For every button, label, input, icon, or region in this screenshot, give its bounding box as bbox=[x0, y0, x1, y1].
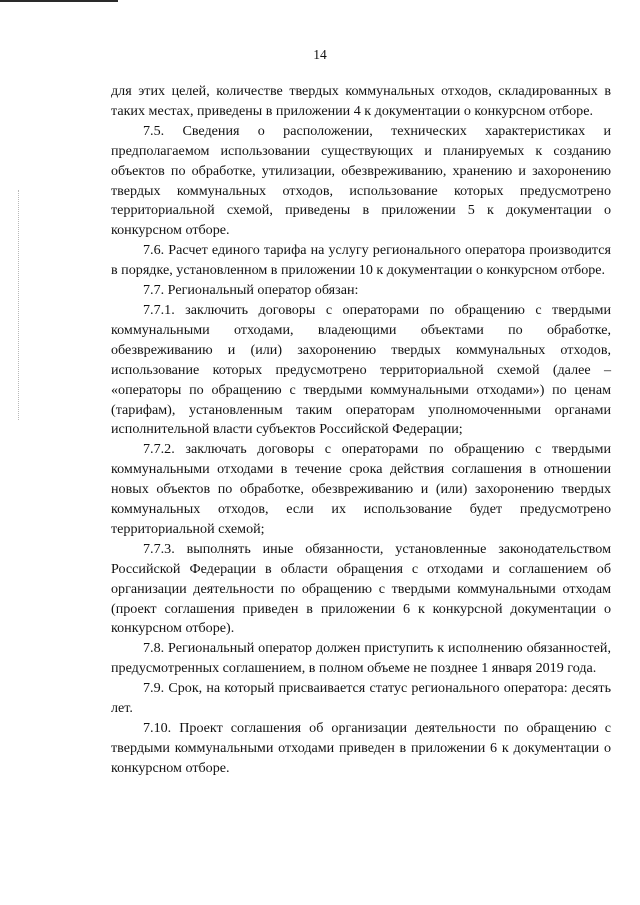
paragraph-7-10: 7.10. Проект соглашения об организации деятельности по обращению с твердыми коммунальными отходами приведен в приложении 6 к документации о конкурсном отборе. bbox=[111, 720, 611, 776]
paragraph-7-7-3: 7.7.3. выполнять иные обязанности, установленные законодательством Российской Федерации в области обращения с отходами и соглашением об организации деятельности по обращению с твердыми коммунальными отходам (проект соглашения приведен в приложении 6 к конкурсной документации о конкурсном отборе). bbox=[111, 540, 611, 637]
paragraph-7-9: 7.9. Срок, на который присваивается статус регионального оператора: десять лет. bbox=[111, 680, 611, 717]
paragraph-7-8: 7.8. Региональный оператор должен приступить к исполнению обязанностей, предусмотренных соглашением, в полном объеме не позднее 1 января 2019 года. bbox=[111, 640, 611, 677]
paragraph-7-7-2: 7.7.2. заключать договоры с операторами по обращению с твердыми коммунальными отходами в течение срока действия соглашения в отношении новых объектов по обработке, обезвреживанию и (или) захоронению твердых коммунальных отходов, если их использование будет предусмотрено территориальной схемой; bbox=[111, 441, 611, 537]
document-body bbox=[111, 82, 611, 779]
paragraph-7-7-1: 7.7.1. заключить договоры с операторами по обращению с твердыми коммунальными отходами, владеющими объектами по обработке, обезвреживанию и (или) захоронению твердых коммунальных отходов, использование которых предусмотрено территориальной схемой (далее – «операторы по обращению с твердыми коммунальными отходами») по ценам (тарифам), установленным таким операторам уполномоченными органами исполнительной власти субъектов Российской Федерации; bbox=[111, 301, 611, 438]
page-number: 14 bbox=[313, 47, 327, 62]
paragraph-7-5: 7.5. Сведения о расположении, технических характеристиках и предполагаемом использовании существующих и планируемых к созданию объектов по обработке, утилизации, обезвреживанию, хранению и захоронению твердых коммунальных отходов, использование которых предусмотрено территориальной схемой, приведены в приложении 5 к документации о конкурсном отборе. bbox=[111, 122, 611, 239]
binding-margin-marks bbox=[18, 190, 21, 420]
scan-edge-line bbox=[0, 0, 118, 2]
paragraph-7-6: 7.6. Расчет единого тарифа на услугу регионального оператора производится в порядке, установленном в приложении 10 к документации о конкурсном отборе. bbox=[111, 242, 611, 279]
paragraph-continuation: для этих целей, количестве твердых коммунальных отходов, складированных в таких местах, приведены в приложении 4 к документации о конкурсном отборе. bbox=[111, 83, 611, 119]
paragraph-7-7: 7.7. Региональный оператор обязан: bbox=[143, 282, 359, 299]
